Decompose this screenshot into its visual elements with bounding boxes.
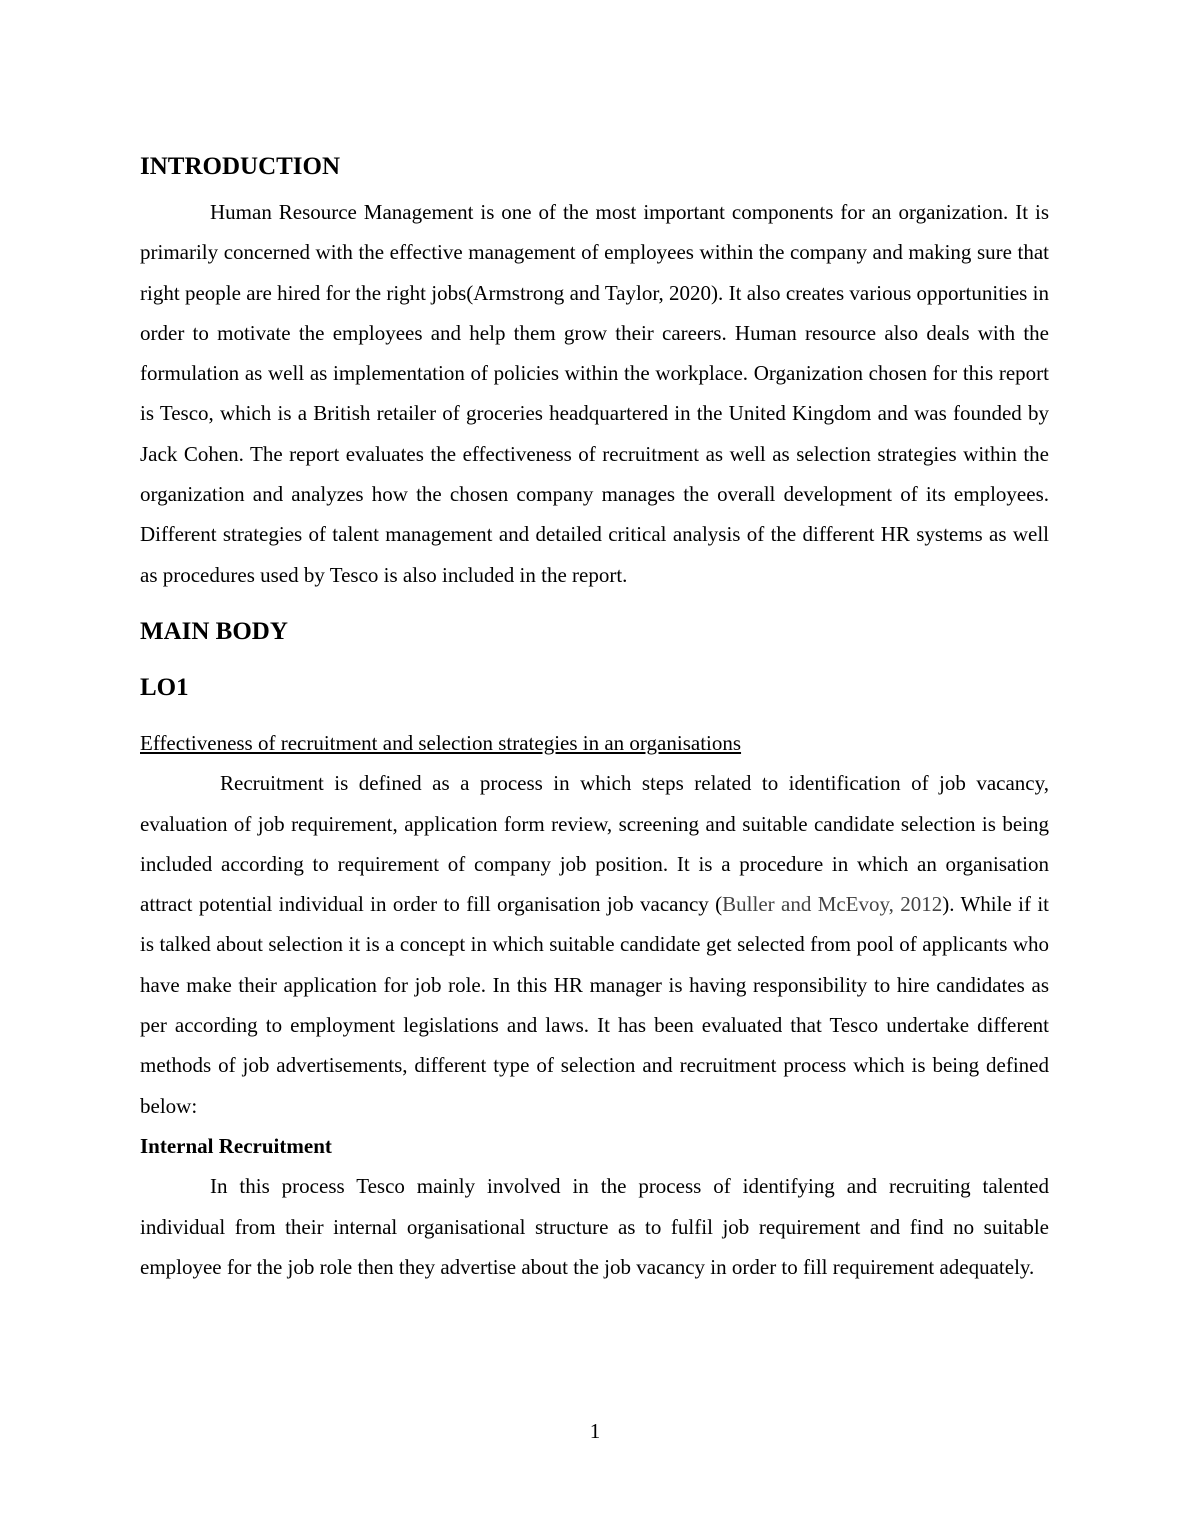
internal-recruitment-paragraph: In this process Tesco mainly involved in the process of identifying and recruiting talented individual from their internal organisational structure as to fulfil job requirement and find no suitable employee for the job role then they advertise about the job vacancy in order to fill requirement adequately. (140, 1174, 1049, 1279)
main-body-heading: MAIN BODY (140, 617, 288, 645)
internal-recruitment-heading: Internal Recruitment (140, 1133, 332, 1158)
recruitment-paragraph (140, 763, 1049, 1126)
document-page (140, 150, 1049, 1287)
page-number: 1 (589, 1419, 601, 1443)
recruitment-effectiveness-subheading: Effectiveness of recruitment and selection strategies in an organisations (140, 730, 742, 755)
introduction-paragraph: Human Resource Management is one of the most important components for an organization. It is primarily concerned with the effective management of employees within the company and making sure that right people are hired for the right jobs(Armstrong and Taylor, 2020). It also creates various opportunities in order to motivate the employees and help them grow their careers. Human resource also deals with the formulation as well as implementation of policies within the workplace. Organization chosen for this report is Tesco, which is a British retailer of groceries headquartered in the United Kingdom and was founded by Jack Cohen. The report evaluates the effectiveness of recruitment as well as selection strategies within the organization and analyzes how the chosen company manages the overall development of its employees. Different strategies of talent management and detailed critical analysis of the different HR systems as well as procedures used by Tesco is also included in the report. (140, 200, 1049, 587)
recruitment-text-part2: ). While if it is talked about selection it is a concept in which suitable candidate get selected from pool of applicants who have make their application for job role. In this HR manager is having responsibility to hire candidates as per according to employment legislations and laws. It has been evaluated that Tesco undertake different methods of job advertisements, different type of selection and recruitment process which is being defined below: (140, 892, 1049, 1118)
lo1-heading: LO1 (140, 673, 189, 701)
introduction-heading: INTRODUCTION (140, 153, 341, 180)
recruitment-text-part1: Recruitment is defined as a process in which steps related to identification of job vacancy, evaluation of job requirement, application form review, screening and suitable candidate selection is being included according to requirement of company job position. It is a procedure in which an organisation attract potential individual in order to fill organisation job vacancy ( (140, 771, 1049, 917)
citation: Buller and McEvoy, 2012 (722, 892, 943, 917)
